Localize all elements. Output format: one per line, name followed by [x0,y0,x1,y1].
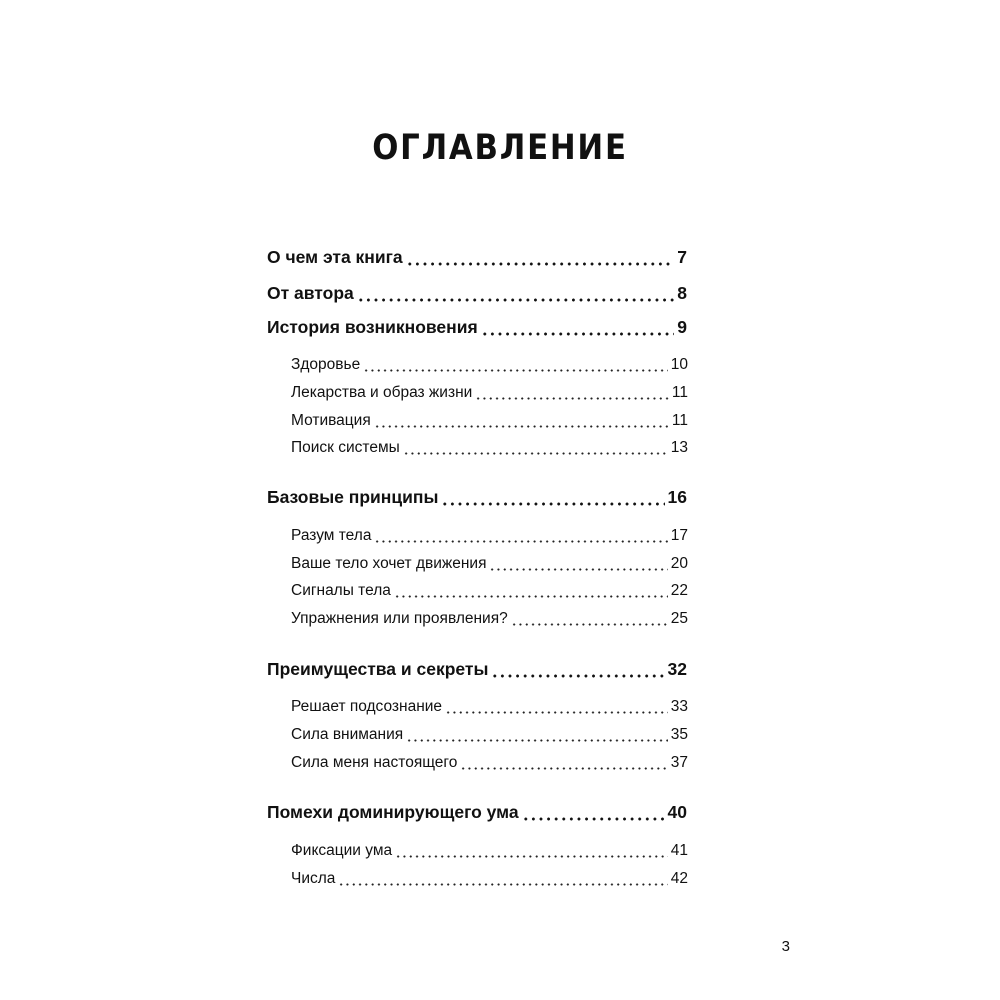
toc-subentry-page: 25 [670,610,688,627]
dot-leader [394,580,668,602]
dot-leader [511,608,668,630]
toc-subentry-page: 13 [670,439,688,456]
toc-subentry-label: Упражнения или проявления? [291,610,508,627]
toc-entry-label: О чем эта книга [267,247,403,267]
toc-subentry[interactable] [291,696,688,718]
toc-subentry[interactable] [291,553,688,575]
toc-subentry-page: 37 [670,754,688,771]
toc-subentry-page: 41 [670,842,688,859]
toc-subentry-label: Ваше тело хочет движения [291,555,487,572]
page-number: 3 [781,938,790,955]
toc-subentry[interactable] [291,437,688,459]
toc-subentry-page: 20 [670,555,688,572]
dot-leader [374,410,669,432]
toc-entry-label: Базовые принципы [267,487,439,507]
toc-entry[interactable] [267,245,687,269]
dot-leader [481,315,675,339]
dot-leader [489,553,667,575]
toc-subentry-label: Поиск системы [291,439,400,456]
toc-subentry-label: Здоровье [291,356,361,373]
dot-leader [403,437,668,459]
toc-subentry-page: 17 [670,527,688,544]
toc-subentry[interactable] [291,868,688,890]
toc-subentry-label: Сила внимания [291,726,404,743]
toc-entry[interactable] [267,281,687,305]
toc-subentry[interactable] [291,382,688,404]
toc-entry-page: 7 [677,247,687,267]
toc-subentry-page: 33 [670,698,688,715]
dot-leader [475,382,669,404]
toc-subentry-page: 11 [671,384,688,401]
dot-leader [406,724,668,746]
dot-leader [491,657,664,681]
dot-leader [374,525,667,547]
dot-leader [406,245,675,269]
toc-subentry-page: 35 [670,726,688,743]
toc-subentry-label: Лекарства и образ жизни [291,384,473,401]
dot-leader [338,868,667,890]
toc-entry[interactable] [267,800,687,824]
toc-subentry-label: Сила меня настоящего [291,754,458,771]
dot-leader [460,752,667,774]
page-title: ОГЛАВЛЕНИЕ [372,128,628,168]
toc-subentry[interactable] [291,354,688,376]
toc-entry-page: 16 [667,487,687,507]
toc-entry-label: От автора [267,283,354,303]
toc-subentry[interactable] [291,724,688,746]
toc-entry-label: История возникновения [267,317,478,337]
toc-subentry-page: 22 [670,582,688,599]
toc-subentry-label: Фиксации ума [291,842,393,859]
toc-subentry[interactable] [291,752,688,774]
toc-entry-page: 32 [667,659,687,679]
toc-subentry[interactable] [291,525,688,547]
toc-subentry-page: 42 [670,870,688,887]
toc-subentry-label: Мотивация [291,412,371,429]
dot-leader [445,696,668,718]
toc-subentry[interactable] [291,580,688,602]
dot-leader [441,485,664,509]
toc-subentry-label: Числа [291,870,336,887]
toc-subentry[interactable] [291,410,688,432]
toc-entry[interactable] [267,657,687,681]
toc-entry-page: 40 [667,802,687,822]
toc-entry-page: 9 [677,317,687,337]
toc-subentry-page: 11 [671,412,688,429]
toc-entry[interactable] [267,315,687,339]
toc-subentry-label: Разум тела [291,527,372,544]
toc-entry-label: Преимущества и секреты [267,659,489,679]
toc-entry-page: 8 [677,283,687,303]
toc-subentry[interactable] [291,840,688,862]
dot-leader [395,840,668,862]
toc-subentry-page: 10 [670,356,688,373]
dot-leader [363,354,668,376]
dot-leader [357,281,675,305]
toc-subentry-label: Решает подсознание [291,698,443,715]
toc-subentry[interactable] [291,608,688,630]
toc-entry-label: Помехи доминирующего ума [267,802,519,822]
toc-subentry-label: Сигналы тела [291,582,391,599]
dot-leader [522,800,665,824]
toc-entry[interactable] [267,485,687,509]
